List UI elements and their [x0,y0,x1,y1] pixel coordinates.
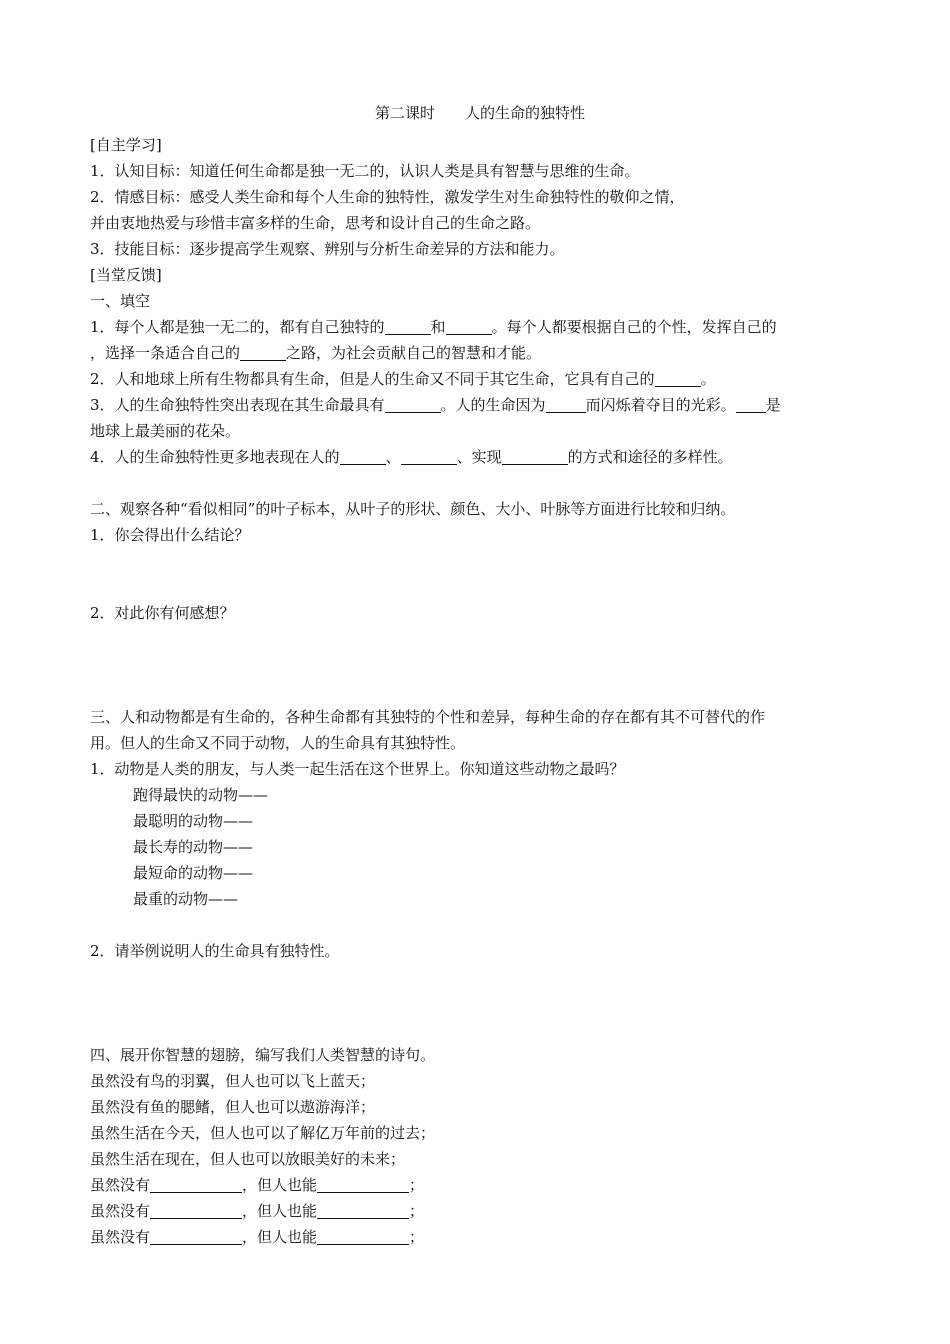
answer-blank[interactable] [502,448,568,465]
text: 而闪烁着夺目的光彩。 [585,396,736,414]
list-item: 跑得最快的动物—— [133,786,269,804]
answer-blank[interactable] [317,1228,409,1245]
text: 的方式和途径的多样性。 [567,448,733,466]
text: ，但人也能 [242,1202,318,1220]
answer-blank[interactable] [340,448,386,465]
list-item: 最聪明的动物—— [133,812,254,830]
goal-skill: 3．技能目标：逐步提高学生观察、辨别与分析生命差异的方法和能力。 [90,240,565,258]
answer-blank[interactable] [150,1202,242,1219]
text: ，但人也能 [242,1228,318,1246]
observe-header: 二、观察各种“看似相同”的叶子标本，从叶子的形状、颜色、大小、叶脉等方面进行比较和归纳。 [90,500,736,518]
poem-line: 虽然生活在现在，但人也可以放眼美好的未来； [90,1150,406,1168]
text: 之路，为社会贡献自己的智慧和才能。 [286,344,542,362]
animals-question-1: 1．动物是人类的朋友，与人类一起生活在这个世界上。你知道这些动物之最吗？ [90,760,625,778]
answer-blank[interactable] [317,1202,409,1219]
poem-blank-line [90,1198,870,1224]
answer-blank[interactable] [446,318,492,335]
list-item: 最长寿的动物—— [133,838,254,856]
section-header-feedback: [当堂反馈] [90,266,162,284]
answer-blank[interactable] [150,1228,242,1245]
poem-line: 虽然没有鱼的腮鳍，但人也可以遨游海洋； [90,1098,376,1116]
answer-space[interactable] [90,626,870,704]
answer-blank[interactable] [150,1176,242,1193]
answer-blank[interactable] [385,396,441,413]
text: ，选择一条适合自己的 [90,344,241,362]
goal-emotional: 2．情感目标：感受人类生命和每个人生命的独特性，激发学生对生命独特性的敬仰之情， [90,188,685,206]
fill-question-4 [90,444,870,470]
text: 虽然没有 [90,1176,151,1194]
fill-question-1 [90,314,870,340]
text: ； [409,1176,425,1194]
fill-question-3 [90,392,870,418]
text: 、实现 [456,448,502,466]
answer-blank[interactable] [240,344,286,361]
fill-header: 一、填空 [90,292,151,310]
text: 3．人的生命独特性突出表现在其生命最具有 [90,396,385,414]
poem-blank-line [90,1172,870,1198]
text: 2．人和地球上所有生物都具有生命，但是人的生命又不同于其它生命，它具有自己的 [90,370,655,388]
goal-emotional-cont: 并由衷地热爱与珍惜丰富多样的生命，思考和设计自己的生命之路。 [90,214,541,232]
poem-line: 虽然生活在今天，但人也可以了解亿万年前的过去； [90,1124,436,1142]
animals-header-cont: 用。但人的生命又不同于动物，人的生命具有其独特性。 [90,734,466,752]
text: ，但人也能 [242,1176,318,1194]
answer-blank[interactable] [401,448,457,465]
list-item: 最重的动物—— [133,890,239,908]
list-item: 最短命的动物—— [133,864,254,882]
answer-blank[interactable] [546,396,586,413]
answer-blank[interactable] [736,396,766,413]
text: 是 [765,396,781,414]
observe-question-1: 1．你会得出什么结论？ [90,526,250,544]
document-page [90,100,870,1250]
poem-line: 虽然没有鸟的羽翼，但人也可以飞上蓝天； [90,1072,376,1090]
text: 1．每个人都是独一无二的，都有自己独特的 [90,318,385,336]
answer-space[interactable] [90,548,870,600]
poem-blank-line [90,1224,870,1250]
page-title: 第二课时 人的生命的独特性 [374,104,585,122]
observe-question-2: 2．对此你有何感想？ [90,604,235,622]
fill-question-2 [90,366,870,392]
section-header-self-study: [自主学习] [90,136,162,154]
text: 。每个人都要根据自己的个性，发挥自己的 [491,318,777,336]
text: 4．人的生命独特性更多地表现在人的 [90,448,340,466]
text: 虽然没有 [90,1228,151,1246]
animals-question-2: 2．请举例说明人的生命具有独特性。 [90,942,340,960]
answer-blank[interactable] [385,318,431,335]
answer-space[interactable] [90,964,870,1042]
animals-header: 三、人和动物都是有生命的，各种生命都有其独特的个性和差异，每种生命的存在都有其不可替代的作 [90,708,766,726]
poem-header: 四、展开你智慧的翅膀，编写我们人类智慧的诗句。 [90,1046,436,1064]
text: 虽然没有 [90,1202,151,1220]
goal-cognitive: 1．认知目标：知道任何生命都是独一无二的，认识人类是具有智慧与思维的生命。 [90,162,640,180]
fill-question-3-cont: 地球上最美丽的花朵。 [90,422,241,440]
fill-question-1-cont [90,340,870,366]
text: 、 [385,448,401,466]
text: 和 [430,318,446,336]
text: 。 [700,370,716,388]
answer-blank[interactable] [317,1176,409,1193]
text: ； [409,1228,425,1246]
text: 。人的生命因为 [440,396,546,414]
text: ； [409,1202,425,1220]
answer-blank[interactable] [655,370,701,387]
